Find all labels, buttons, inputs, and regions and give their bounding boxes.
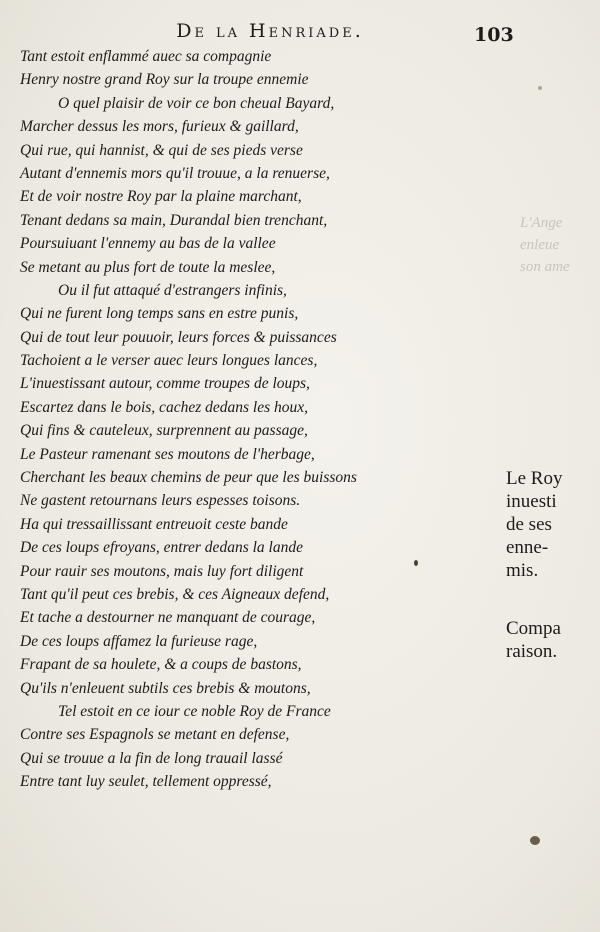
margin-note-line: raison.: [506, 641, 558, 662]
verse-line: Ne gastent retournans leurs espesses toisons.: [20, 492, 301, 510]
verse-line: Frapant de sa houlete, & a coups de bastons,: [20, 656, 302, 674]
verse-line: Tenant dedans sa main, Durandal bien trenchant,: [20, 211, 328, 229]
verse-line: De ces loups affamez la furieuse rage,: [20, 632, 258, 650]
margin-note-le-roy: [506, 467, 596, 582]
verse-line: Et tache a destourner ne manquant de courage,: [20, 609, 316, 627]
verse-line: Marcher dessus les mors, furieux & gaillard,: [20, 118, 299, 136]
verse-line: Qu'ils n'enleuent subtils ces brebis & moutons,: [20, 679, 311, 697]
verse-line: De ces loups efroyans, entrer dedans la lande: [20, 539, 303, 557]
verse-line: Tant qu'il peut ces brebis, & ces Aigneaux defend,: [20, 585, 330, 603]
margin-note-line: Compa: [506, 618, 561, 639]
margin-note-comparaison: [506, 617, 596, 663]
running-head: De la Henriade.: [176, 20, 364, 42]
page-number: 103: [474, 24, 514, 46]
verse-line: Qui de tout leur pouuoir, leurs forces & puissances: [20, 328, 337, 346]
margin-note-line: Le Roy: [506, 468, 563, 489]
verse-line: Poursuiuant l'ennemy au bas de la vallee: [20, 235, 276, 253]
verse-line: Qui rue, qui hannist, & qui de ses pieds verse: [20, 141, 303, 159]
verse-line: Ha qui tressaillissant entreuoit ceste bande: [20, 515, 288, 533]
margin-note-line: inuesti: [506, 491, 557, 512]
verse-line: Entre tant luy seulet, tellement oppressé,: [20, 773, 272, 791]
verse-line: L'inuestissant autour, comme troupes de loups,: [20, 375, 310, 393]
verse-line: Pour rauir ses moutons, mais luy fort diligent: [20, 562, 304, 580]
verse-line: Tachoient a le verser auec leurs longues lances,: [20, 352, 318, 370]
verse-line: Ou il fut attaqué d'estrangers infinis,: [58, 281, 287, 299]
verse-line: Qui ne furent long temps sans en estre punis,: [20, 305, 299, 323]
bleed-through-text: L'Ange enleue son ame: [520, 215, 570, 275]
ink-spot: [530, 836, 540, 845]
margin-note-line: de ses: [506, 514, 552, 535]
margin-note-line: mis.: [506, 560, 539, 581]
verse-line: Cherchant les beaux chemins de peur que les buissons: [20, 469, 357, 487]
verse-line: Escartez dans le bois, cachez dedans les houx,: [20, 398, 308, 416]
verse-line: Se metant au plus fort de toute la meslee,: [20, 258, 276, 276]
verse-line: Le Pasteur ramenant ses moutons de l'herbage,: [20, 445, 315, 463]
verse-line: Et de voir nostre Roy par la plaine marchant,: [20, 188, 302, 206]
verse-line: Qui se trouue a la fin de long trauail lassé: [20, 749, 283, 767]
verse-line: Qui fins & cauteleux, surprennent au passage,: [20, 422, 308, 440]
verse-line: Henry nostre grand Roy sur la troupe ennemie: [20, 71, 309, 89]
verse-line: Tel estoit en ce iour ce noble Roy de France: [58, 702, 331, 720]
verse-line: Tant estoit enflammé auec sa compagnie: [20, 48, 272, 65]
verse-line: Autant d'ennemis mors qu'il trouue, a la renuerse,: [20, 164, 330, 182]
margin-note-line: enne-: [506, 537, 549, 558]
ink-spot: [538, 86, 542, 90]
verse-block: [20, 45, 450, 794]
verse-line: Contre ses Espagnols se metant en defense,: [20, 726, 290, 744]
verse-line: O quel plaisir de voir ce bon cheual Bayard,: [58, 94, 335, 112]
